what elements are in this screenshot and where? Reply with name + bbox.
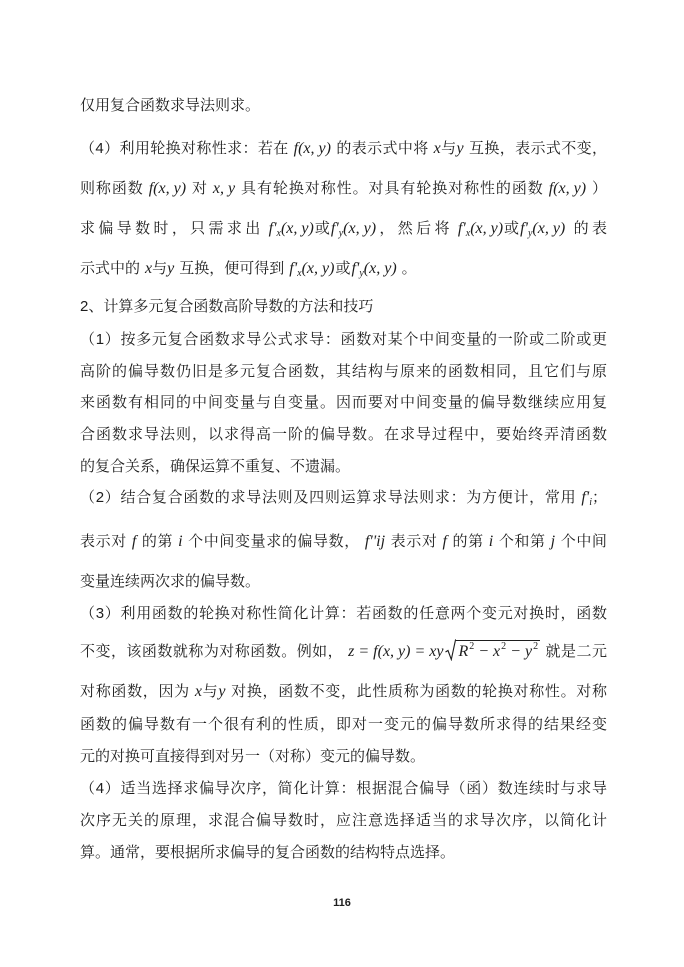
text-line: [80, 744, 607, 768]
paragraph-start-line: [80, 485, 607, 509]
text-run: 结合复合函数的求导法则及四则运算求导法则求：为方便计，常用: [120, 488, 577, 506]
math-variable: j: [550, 533, 556, 550]
text-run: ）: [591, 179, 607, 197]
math-term: f': [520, 220, 528, 237]
text-run: ，然后将: [376, 219, 453, 237]
text-line: [80, 808, 607, 832]
text-run: 互换，便可得到: [179, 259, 285, 277]
math-variable: y: [218, 683, 226, 700]
math-variable: x: [145, 260, 153, 277]
text-run: 互换，表示式不变，: [468, 139, 607, 157]
text-run: 对换，函数不变，此性质称为函数的轮换对称性。对称: [230, 682, 607, 700]
section-heading: [80, 294, 607, 318]
math-expression: f(x, y): [548, 180, 587, 197]
math-expression: f(x, y): [293, 140, 331, 157]
text-line: [80, 422, 607, 446]
math-term: − y: [510, 643, 533, 660]
paragraph-label: （2）: [80, 489, 121, 506]
paragraph-label: （4）: [80, 140, 120, 157]
text-run: 次序无关的原理，求混合偏导数时，应注意选择适当的求导次序，以简化计: [80, 811, 607, 829]
math-term: f': [457, 220, 466, 237]
text-run: 对: [191, 179, 208, 197]
math-subscript: x: [297, 268, 302, 279]
math-term: f': [289, 260, 298, 277]
math-term: f': [268, 220, 277, 237]
text-run: 表示对: [390, 532, 438, 550]
text-line: [80, 712, 607, 736]
paragraph-start-line: [80, 601, 607, 625]
math-term: (x, y): [363, 260, 397, 277]
text-run: 则称函数: [80, 179, 144, 197]
paragraph-start-line: [80, 136, 607, 160]
text-line: [80, 93, 607, 117]
math-term: z = f(x, y) = xy: [348, 643, 444, 660]
math-variable: i: [488, 533, 494, 550]
math-variable: y: [456, 140, 464, 157]
math-expression: x, y: [212, 180, 236, 197]
text-line: [80, 679, 607, 703]
math-expression: [269, 216, 376, 241]
text-run: 元的对换可直接得到对另一（对称）变元的偏导数。: [80, 747, 426, 765]
text-run: 示式中的: [80, 259, 141, 277]
text-run: 按多元复合函数求导公式求导：函数对某个中间变量的一阶或二阶或更: [120, 330, 607, 348]
math-superscript: 2: [501, 641, 507, 652]
text-run: 变量连续两次求的偏导数。: [80, 572, 261, 590]
text-run: 与: [152, 259, 168, 277]
text-run: 与: [201, 682, 219, 700]
text-line: [80, 216, 607, 240]
text-run: 仅用复合函数求导法则求。: [80, 96, 261, 114]
math-term: − x: [478, 643, 501, 660]
page-number: 116: [333, 897, 351, 909]
paragraph-label: （4）: [80, 780, 121, 797]
text-run: 具有轮换对称性。对具有轮换对称性的函数: [240, 179, 544, 197]
paragraph-start-line: [80, 776, 607, 800]
text-line: [80, 569, 607, 593]
math-variable: x: [433, 140, 441, 157]
text-run: 对称函数，因为: [80, 682, 190, 700]
math-subscript: y: [359, 268, 364, 279]
text-line: [80, 256, 607, 280]
section-title: 计算多元复合函数高阶导数的方法和技巧: [103, 297, 374, 315]
text-run: 。: [401, 259, 417, 277]
math-expression: [289, 256, 396, 281]
math-variable: f: [131, 533, 137, 550]
math-variable: x: [194, 683, 202, 700]
paragraph-label: （1）: [80, 331, 121, 348]
math-term: (x, y): [532, 220, 566, 237]
text-run: ；: [591, 488, 607, 506]
math-equation: [348, 639, 540, 664]
text-run: 的第: [451, 532, 484, 550]
text-run: 函数的偏导数有一个很有利的性质，即对一变元的偏导数所求得的结果经变: [80, 715, 607, 733]
text-run: 高阶的偏导数仍旧是多元复合函数，其结构与原来的函数相同，且它们与原: [80, 362, 607, 380]
math-expression: f''ij: [364, 533, 386, 550]
math-expression: f(x, y): [148, 180, 187, 197]
math-subscript: y: [527, 228, 533, 239]
section-number: 2、: [80, 298, 104, 315]
text-run: 个中间: [560, 532, 607, 550]
text-run: 的复合关系，确保运算不重复、不遗漏。: [80, 457, 351, 475]
math-term: (x, y): [280, 220, 314, 237]
math-subscript: x: [276, 228, 281, 239]
text-run: 不变，该函数就称为对称函数。例如，: [80, 642, 344, 660]
text-run: 的表: [570, 219, 607, 237]
text-run: 就是二元: [545, 642, 607, 660]
text-run: 的表示式中将: [335, 139, 429, 157]
math-variable: f: [442, 533, 447, 550]
text-run: 算。通常，要根据所求偏导的复合函数的结构特点选择。: [80, 843, 456, 861]
math-connector: 或: [335, 259, 351, 277]
math-superscript: 2: [469, 641, 475, 652]
text-line: [80, 639, 607, 663]
math-term: (x, y): [343, 220, 377, 237]
math-term: f': [581, 489, 590, 506]
text-line: [80, 359, 607, 383]
math-subscript: i: [589, 497, 592, 508]
paragraph-start-line: [80, 327, 607, 351]
math-term: (x, y): [301, 260, 335, 277]
math-term: f': [330, 220, 339, 237]
radical-sign-icon: [445, 639, 456, 661]
text-run: 表示对: [80, 532, 127, 550]
text-run: 利用轮换对称性求：若在: [119, 139, 289, 157]
math-expression: [458, 216, 565, 241]
text-run: 来函数有相同的中间变量与自变量。因而要对中间变量的偏导数继续应用复: [80, 393, 607, 411]
paragraph-label: （3）: [80, 605, 121, 622]
math-variable: i: [178, 533, 183, 550]
math-term: R: [458, 643, 469, 660]
text-run: 利用函数的轮换对称性简化计算：若函数的任意两个变元对换时，函数: [120, 604, 607, 622]
math-variable: y: [167, 260, 175, 277]
text-line: [80, 529, 607, 553]
text-run: 个和第: [498, 532, 546, 550]
text-line: [80, 390, 607, 414]
text-run: 与: [440, 139, 457, 157]
text-run: 个中间变量求的偏导数，: [187, 532, 360, 550]
text-line: [80, 840, 607, 864]
text-run: 的第: [141, 532, 174, 550]
text-line: [80, 176, 607, 200]
text-run: 求偏导数时，只需求出: [80, 219, 264, 237]
math-subscript: y: [338, 228, 344, 239]
math-expression: [581, 485, 592, 510]
math-subscript: x: [465, 228, 471, 239]
math-connector: 或: [314, 219, 330, 237]
math-superscript: 2: [533, 641, 539, 652]
math-connector: 或: [504, 219, 520, 237]
math-term: f': [351, 260, 360, 277]
text-line: [80, 454, 607, 478]
radicand: [456, 640, 540, 660]
math-term: (x, y): [470, 220, 504, 237]
text-run: 适当选择求偏导次序，简化计算：根据混合偏导（函）数连续时与求导: [120, 779, 607, 797]
text-run: 合函数求导法则，以求得高一阶的偏导数。在求导过程中，要始终弄清函数: [80, 425, 607, 443]
